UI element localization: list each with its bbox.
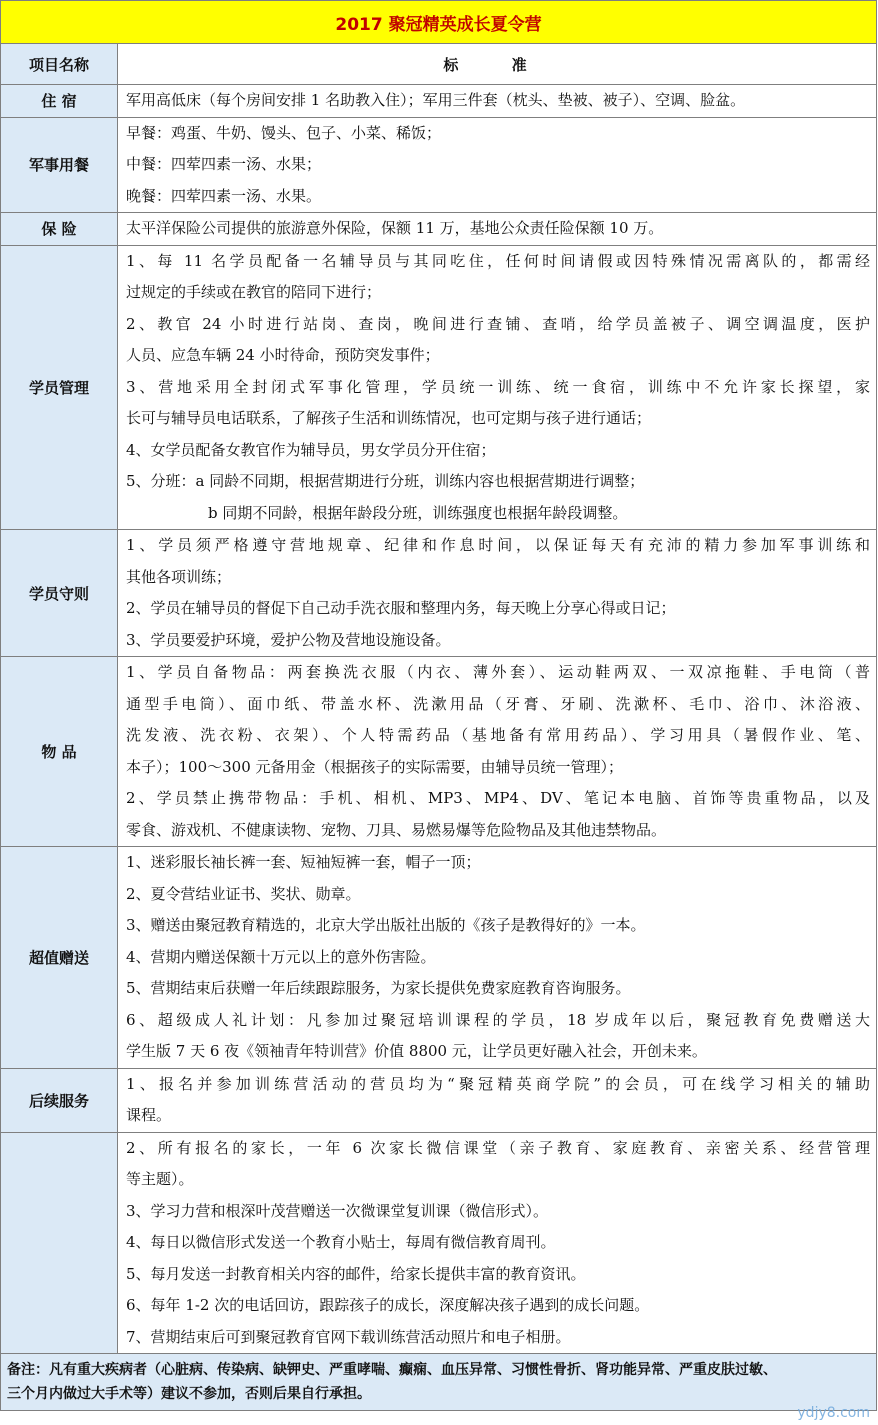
row-content <box>118 847 877 1069</box>
page-title: 2017 聚冠精英成长夏令营 <box>1 1 877 44</box>
content-line: 其他各项训练； <box>126 567 232 586</box>
content-line: 1、学员自备物品：两套换洗衣服（内衣、薄外套）、运动鞋两双、一双凉拖鞋、手电筒（普 <box>126 663 871 681</box>
table-row <box>1 85 877 118</box>
row-content <box>118 245 877 530</box>
content-line: b 同期不同龄，根据年龄段分班，训练强度也根据年龄段调整。 <box>208 503 628 522</box>
content-line: 5、分班：a 同龄不同期，根据营期进行分班，训练内容也根据营期进行调整； <box>126 472 645 490</box>
row-content <box>118 1068 877 1132</box>
title-row <box>1 1 877 44</box>
content-line: 3、学习力营和根深叶茂营赠送一次微课堂复训课（微信形式）。 <box>126 1201 549 1220</box>
row-content <box>118 657 877 847</box>
content-line: 6、每年 1-2 次的电话回访，跟踪孩子的成长，深度解决孩子遇到的成长问题。 <box>126 1296 650 1314</box>
content-line: 本子）；100～300 元备用金（根据孩子的实际需要，由辅导员统一管理）； <box>126 757 624 776</box>
note-line: 备注：凡有重大疾病者（心脏病、传染病、缺钾史、严重哮喘、癫痫、血压异常、习惯性骨折、肾功能异常、严重皮肤过敏、 <box>7 1362 777 1378</box>
row-label: 超值赠送 <box>1 847 118 1069</box>
header-row <box>1 44 877 85</box>
content-line: 长可与辅导员电话联系，了解孩子生活和训练情况，也可定期与孩子进行通话； <box>126 409 652 427</box>
content-line: 1、学员须严格遵守营地规章、纪律和作息时间，以保证每天有充沛的精力参加军事训练和 <box>126 536 871 554</box>
content-line: 2、教官 24 小时进行站岗、查岗，晚间进行查铺、查哨，给学员盖被子、调空调温度，医护 <box>126 314 871 333</box>
table-row <box>1 213 877 246</box>
table-row <box>1 847 877 1069</box>
row-label: 学员守则 <box>1 530 118 657</box>
site-watermark: ydjy8.com <box>797 1405 870 1421</box>
row-content <box>118 213 877 246</box>
content-line: 人员、应急车辆 24 小时待命，预防突发事件； <box>126 346 440 364</box>
row-label: 保 险 <box>1 213 118 246</box>
content-line: 通型手电筒）、面巾纸、带盖水杯、洗漱用品（牙膏、牙刷、洗漱杯、毛巾、浴巾、沐浴液、 <box>126 694 871 713</box>
content-line: 3、赠送由聚冠教育精选的，北京大学出版社出版的《孩子是教得好的》一本。 <box>126 916 646 934</box>
row-label: 学员管理 <box>1 245 118 530</box>
content-line: 1、报名并参加训练营活动的营员均为“聚冠精英商学院”的会员，可在线学习相关的辅助 <box>126 1074 871 1093</box>
content-line: 零食、游戏机、不健康读物、宠物、刀具、易燃易爆等危险物品及其他违禁物品。 <box>126 820 667 839</box>
content-line: 4、每日以微信形式发送一个教育小贴士，每周有微信教育周刊。 <box>126 1233 556 1251</box>
row-label: 军事用餐 <box>1 117 118 213</box>
content-line: 2、学员在辅导员的督促下自己动手洗衣服和整理内务，每天晚上分享心得或日记； <box>126 599 676 617</box>
table-body <box>1 1 877 1411</box>
content-line: 5、营期结束后获赠一年后续跟踪服务，为家长提供免费家庭教育咨询服务。 <box>126 979 631 997</box>
content-line: 课程。 <box>126 1106 172 1124</box>
content-line: 4、营期内赠送保额十万元以上的意外伤害险。 <box>126 947 436 966</box>
column-header-standard: 标 准 <box>118 44 877 85</box>
content-line: 早餐：鸡蛋、牛奶、馒头、包子、小菜、稀饭； <box>126 123 442 142</box>
table-row <box>1 1068 877 1132</box>
content-line: 3、学员要爱护环境，爱护公物及营地设施设备。 <box>126 630 451 649</box>
content-line: 4、女学员配备女教官作为辅导员，男女学员分开住宿； <box>126 440 496 459</box>
column-header-item-name: 项目名称 <box>1 44 118 85</box>
content-line: 5、每月发送一封教育相关内容的邮件，给家长提供丰富的教育资讯。 <box>126 1264 586 1283</box>
content-line: 6、超级成人礼计划：凡参加过聚冠培训课程的学员，18 岁成年以后，聚冠教育免费赠送大 <box>126 1010 871 1029</box>
table-row <box>1 245 877 530</box>
content-line: 7、营期结束后可到聚冠教育官网下载训练营活动照片和电子相册。 <box>126 1327 571 1346</box>
row-label: 住 宿 <box>1 85 118 118</box>
table-row <box>1 657 877 847</box>
row-content <box>118 1132 877 1354</box>
content-line: 太平洋保险公司提供的旅游意外保险，保额 11 万，基地公众责任险保额 10 万。 <box>126 219 664 237</box>
row-label: 后续服务 <box>1 1068 118 1132</box>
note-row <box>1 1354 877 1411</box>
note-cell <box>1 1354 877 1411</box>
table-row <box>1 117 877 213</box>
content-line: 2、所有报名的家长，一年 6 次家长微信课堂（亲子教育、家庭教育、亲密关系、经营管理 <box>126 1138 871 1157</box>
row-label: 物 品 <box>1 657 118 847</box>
content-line: 3、营地采用全封闭式军事化管理，学员统一训练、统一食宿，训练中不允许家长探望，家 <box>126 377 871 396</box>
note-line: 三个月内做过大手术等）建议不参加，否则后果自行承担。 <box>7 1386 371 1402</box>
content-line: 2、学员禁止携带物品：手机、相机、MP3、MP4、DV、笔记本电脑、首饰等贵重物品，以及 <box>126 789 871 807</box>
table-row <box>1 530 877 657</box>
content-line: 1、每 11 名学员配备一名辅导员与其同吃住，任何时间请假或因特殊情况需离队的，都需经 <box>126 251 871 270</box>
content-line: 洗发液、洗衣粉、衣架）、个人特需药品（基地备有常用药品）、学习用具（暑假作业、笔、 <box>126 726 871 744</box>
table-row <box>1 1132 877 1354</box>
content-line: 军用高低床（每个房间安排 1 名助教入住）；军用三件套（枕头、垫被、被子）、空调、脸盆。 <box>126 91 746 109</box>
content-line: 2、夏令营结业证书、奖状、勋章。 <box>126 884 361 903</box>
content-line: 中餐：四荤四素一汤、水果； <box>126 155 322 173</box>
content-line: 等主题）。 <box>126 1170 194 1188</box>
content-line: 学生版 7 天 6 夜《领袖青年特训营》价值 8800 元，让学员更好融入社会，开创未来。 <box>126 1042 707 1060</box>
row-content <box>118 85 877 118</box>
content-line: 1、迷彩服长袖长裤一套、短袖短裤一套，帽子一顶； <box>126 853 481 871</box>
content-line: 过规定的手续或在教官的陪同下进行； <box>126 283 382 301</box>
row-content <box>118 530 877 657</box>
row-content <box>118 117 877 213</box>
content-line: 晚餐：四荤四素一汤、水果。 <box>126 186 322 205</box>
row-label <box>1 1132 118 1354</box>
